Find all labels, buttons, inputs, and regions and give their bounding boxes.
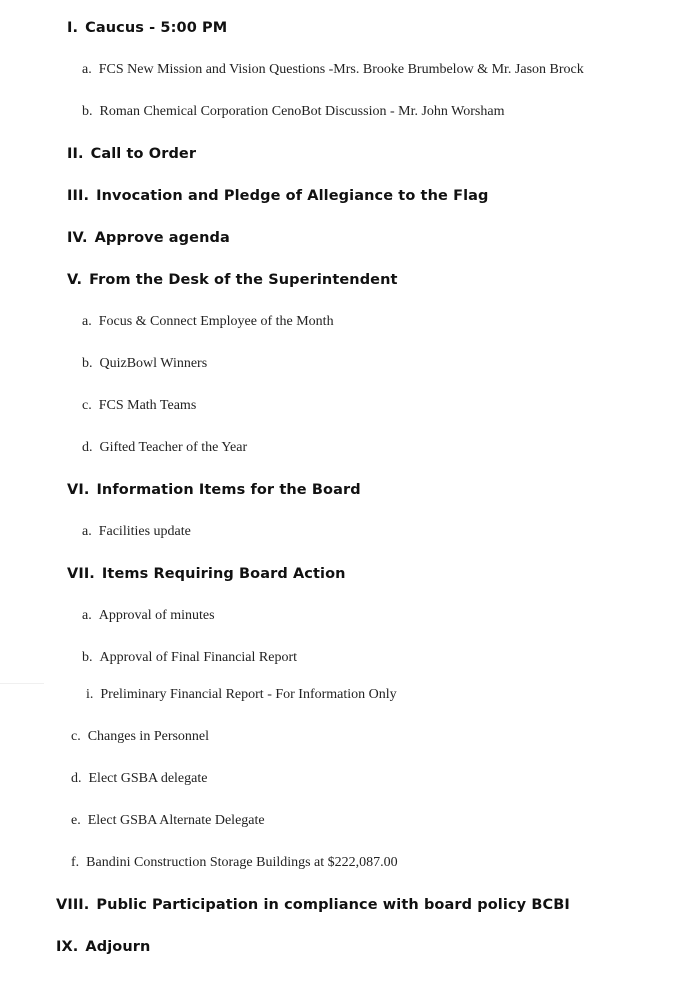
section-title: From the Desk of the Superintendent	[89, 272, 398, 288]
agenda-item-cenobot	[82, 104, 504, 120]
section-numeral: V.	[67, 272, 83, 288]
agenda-item-gsba-delegate	[71, 771, 207, 787]
section-numeral: IX.	[56, 939, 79, 955]
item-marker: b.	[82, 356, 93, 371]
section-numeral: VI.	[67, 482, 90, 498]
item-marker: b.	[82, 104, 93, 119]
section-heading-board-action	[67, 566, 346, 582]
section-title: Information Items for the Board	[96, 482, 361, 498]
section-title: Invocation and Pledge of Allegiance to the Flag	[96, 188, 489, 204]
agenda-item-gsba-alternate	[71, 813, 265, 829]
divider	[0, 683, 44, 684]
item-marker: d.	[82, 440, 93, 455]
section-numeral: IV.	[67, 230, 88, 246]
section-heading-caucus	[67, 20, 227, 36]
section-title: Items Requiring Board Action	[101, 566, 346, 582]
agenda-item-personnel	[71, 729, 209, 745]
agenda-item-mission-vision	[82, 62, 584, 78]
item-text: Approval of minutes	[98, 608, 215, 623]
item-text: Bandini Construction Storage Buildings at $222,087.00	[86, 855, 398, 870]
section-title: Public Participation in compliance with board policy BCBI	[96, 897, 570, 913]
item-text: Roman Chemical Corporation CenoBot Discussion - Mr. John Worsham	[99, 104, 505, 119]
item-text: Elect GSBA Alternate Delegate	[87, 813, 265, 828]
section-numeral: II.	[67, 146, 84, 162]
section-numeral: I.	[67, 20, 79, 36]
section-numeral: III.	[67, 188, 90, 204]
section-heading-adjourn	[56, 939, 150, 955]
item-marker: c.	[71, 729, 81, 744]
item-text: Facilities update	[98, 524, 191, 539]
section-heading-call-to-order	[67, 146, 196, 162]
agenda-subitem-preliminary-report	[86, 687, 397, 703]
item-marker: a.	[82, 608, 92, 623]
section-heading-superintendent	[67, 272, 398, 288]
agenda-item-final-financial-report	[82, 650, 297, 666]
section-title: Adjourn	[85, 939, 151, 955]
agenda-item-math-teams	[82, 398, 196, 414]
section-heading-approve-agenda	[67, 230, 230, 246]
item-text: QuizBowl Winners	[99, 356, 208, 371]
item-marker: c.	[82, 398, 92, 413]
item-text: FCS Math Teams	[98, 398, 197, 413]
item-marker: b.	[82, 650, 93, 665]
section-heading-information-items	[67, 482, 361, 498]
section-heading-invocation	[67, 188, 489, 204]
section-heading-public-participation	[56, 897, 570, 913]
item-text: Changes in Personnel	[87, 729, 210, 744]
item-marker: d.	[71, 771, 82, 786]
item-text: Focus & Connect Employee of the Month	[98, 314, 334, 329]
item-marker: e.	[71, 813, 81, 828]
agenda-item-storage-buildings	[71, 855, 398, 871]
item-marker: a.	[82, 62, 92, 77]
item-marker: a.	[82, 524, 92, 539]
section-title: Call to Order	[90, 146, 197, 162]
item-marker: f.	[71, 855, 80, 870]
section-title: Caucus - 5:00 PM	[85, 20, 228, 36]
agenda-item-employee-of-month	[82, 314, 334, 330]
item-marker: i.	[86, 687, 94, 702]
item-text: Approval of Final Financial Report	[99, 650, 298, 665]
section-numeral: VII.	[67, 566, 95, 582]
item-text: Gifted Teacher of the Year	[99, 440, 248, 455]
agenda-item-quizbowl	[82, 356, 207, 372]
item-marker: a.	[82, 314, 92, 329]
item-text: FCS New Mission and Vision Questions -Mrs. Brooke Brumbelow & Mr. Jason Brock	[98, 62, 584, 77]
item-text: Elect GSBA delegate	[88, 771, 208, 786]
agenda-item-gifted-teacher	[82, 440, 247, 456]
agenda-item-facilities	[82, 524, 191, 540]
item-text: Preliminary Financial Report - For Information Only	[100, 687, 397, 702]
section-numeral: VIII.	[56, 897, 90, 913]
agenda-item-minutes	[82, 608, 215, 624]
section-title: Approve agenda	[94, 230, 230, 246]
